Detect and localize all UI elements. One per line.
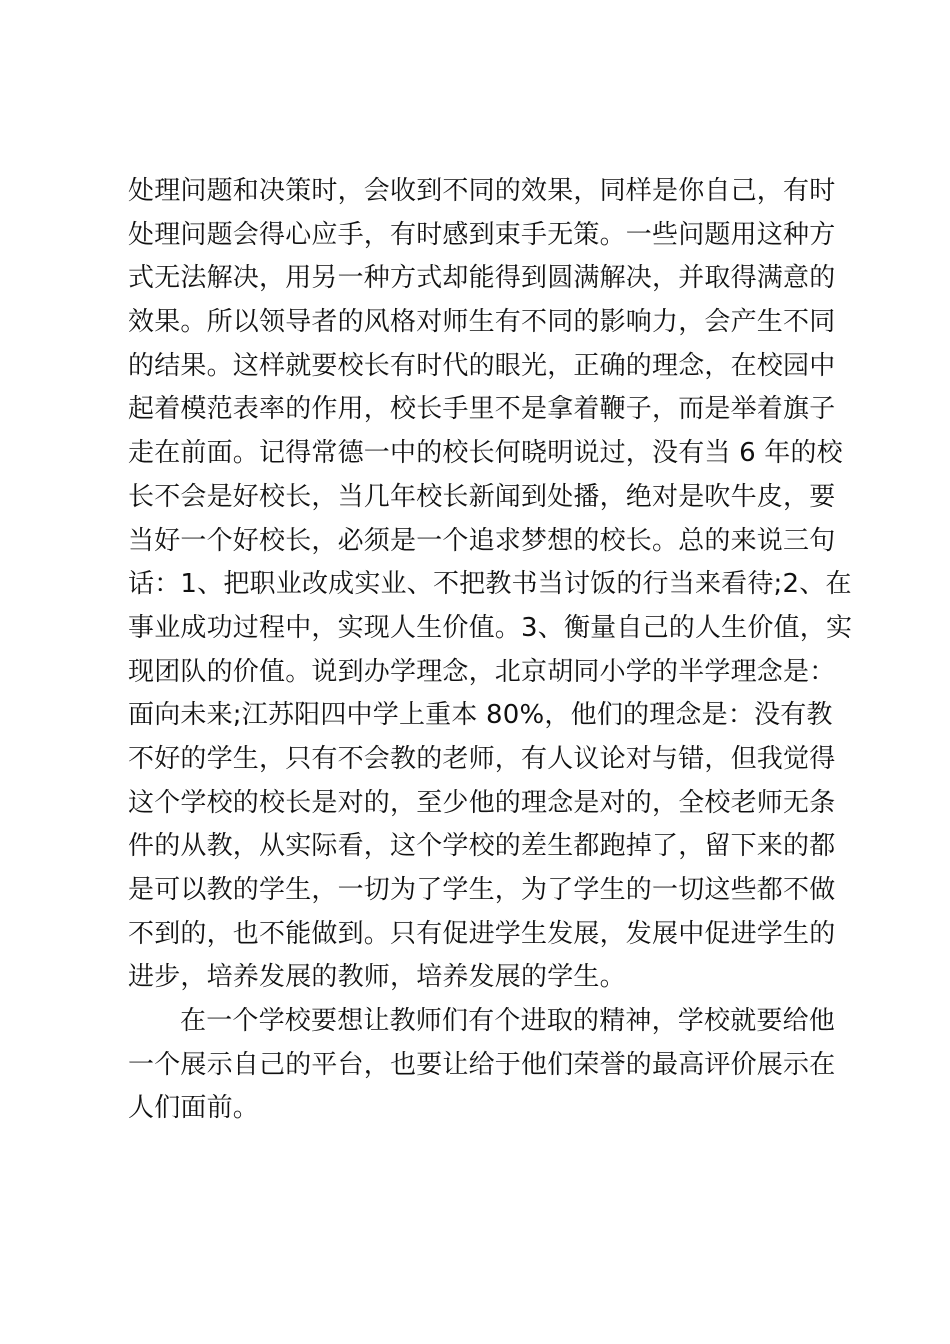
text-line: 的结果。这样就要校长有时代的眼光，正确的理念，在校园中 — [128, 350, 836, 381]
text-line: 人们面前。 — [128, 1093, 260, 1124]
text-line: 面向未来;江苏阳四中学上重本 80%，他们的理念是：没有教 — [128, 700, 833, 731]
body-text — [128, 170, 853, 1131]
text-line: 这个学校的校长是对的，至少他的理念是对的，全校老师无条 — [128, 787, 836, 818]
text-line: 是可以教的学生，一切为了学生，为了学生的一切这些都不做 — [128, 875, 836, 905]
text-line: 处理问题会得心应手，有时感到束手无策。一些问题用这种方 — [128, 219, 836, 250]
text-line: 一个展示自己的平台，也要让给于他们荣誉的最高评价展示在 — [128, 1049, 836, 1080]
text-line: 不到的，也不能做到。只有促进学生发展，发展中促进学生的 — [128, 918, 836, 949]
paragraph-first-line: 在一个学校要想让教师们有个进取的精神，学校就要给他 — [180, 1006, 836, 1037]
text-line: 进步，培养发展的教师，培养发展的学生。 — [128, 962, 626, 993]
text-line: 当好一个好校长，必须是一个追求梦想的校长。总的来说三句 — [128, 525, 836, 556]
text-line: 不好的学生，只有不会教的老师，有人议论对与错，但我觉得 — [128, 743, 836, 774]
text-line: 现团队的价值。说到办学理念，北京胡同小学的半学理念是： — [128, 656, 836, 687]
text-line: 起着模范表率的作用，校长手里不是拿着鞭子，而是举着旗子 — [128, 394, 836, 425]
text-line: 效果。所以领导者的风格对师生有不同的影响力，会产生不同 — [128, 307, 836, 338]
text-line: 式无法解决，用另一种方式却能得到圆满解决，并取得满意的 — [128, 263, 836, 294]
text-line: 走在前面。记得常德一中的校长何晓明说过，没有当 6 年的校 — [128, 438, 843, 469]
text-line: 长不会是好校长，当几年校长新闻到处播，绝对是吹牛皮，要 — [128, 481, 836, 512]
text-line: 话：1、把职业改成实业、不把教书当讨饭的行当来看待;2、在 — [128, 569, 852, 600]
text-line: 处理问题和决策时，会收到不同的效果，同样是你自己，有时 — [128, 176, 836, 206]
text-line: 事业成功过程中，实现人生价值。3、衡量自己的人生价值，实 — [128, 612, 853, 643]
text-line: 件的从教，从实际看，这个学校的差生都跑掉了，留下来的都 — [128, 831, 836, 862]
